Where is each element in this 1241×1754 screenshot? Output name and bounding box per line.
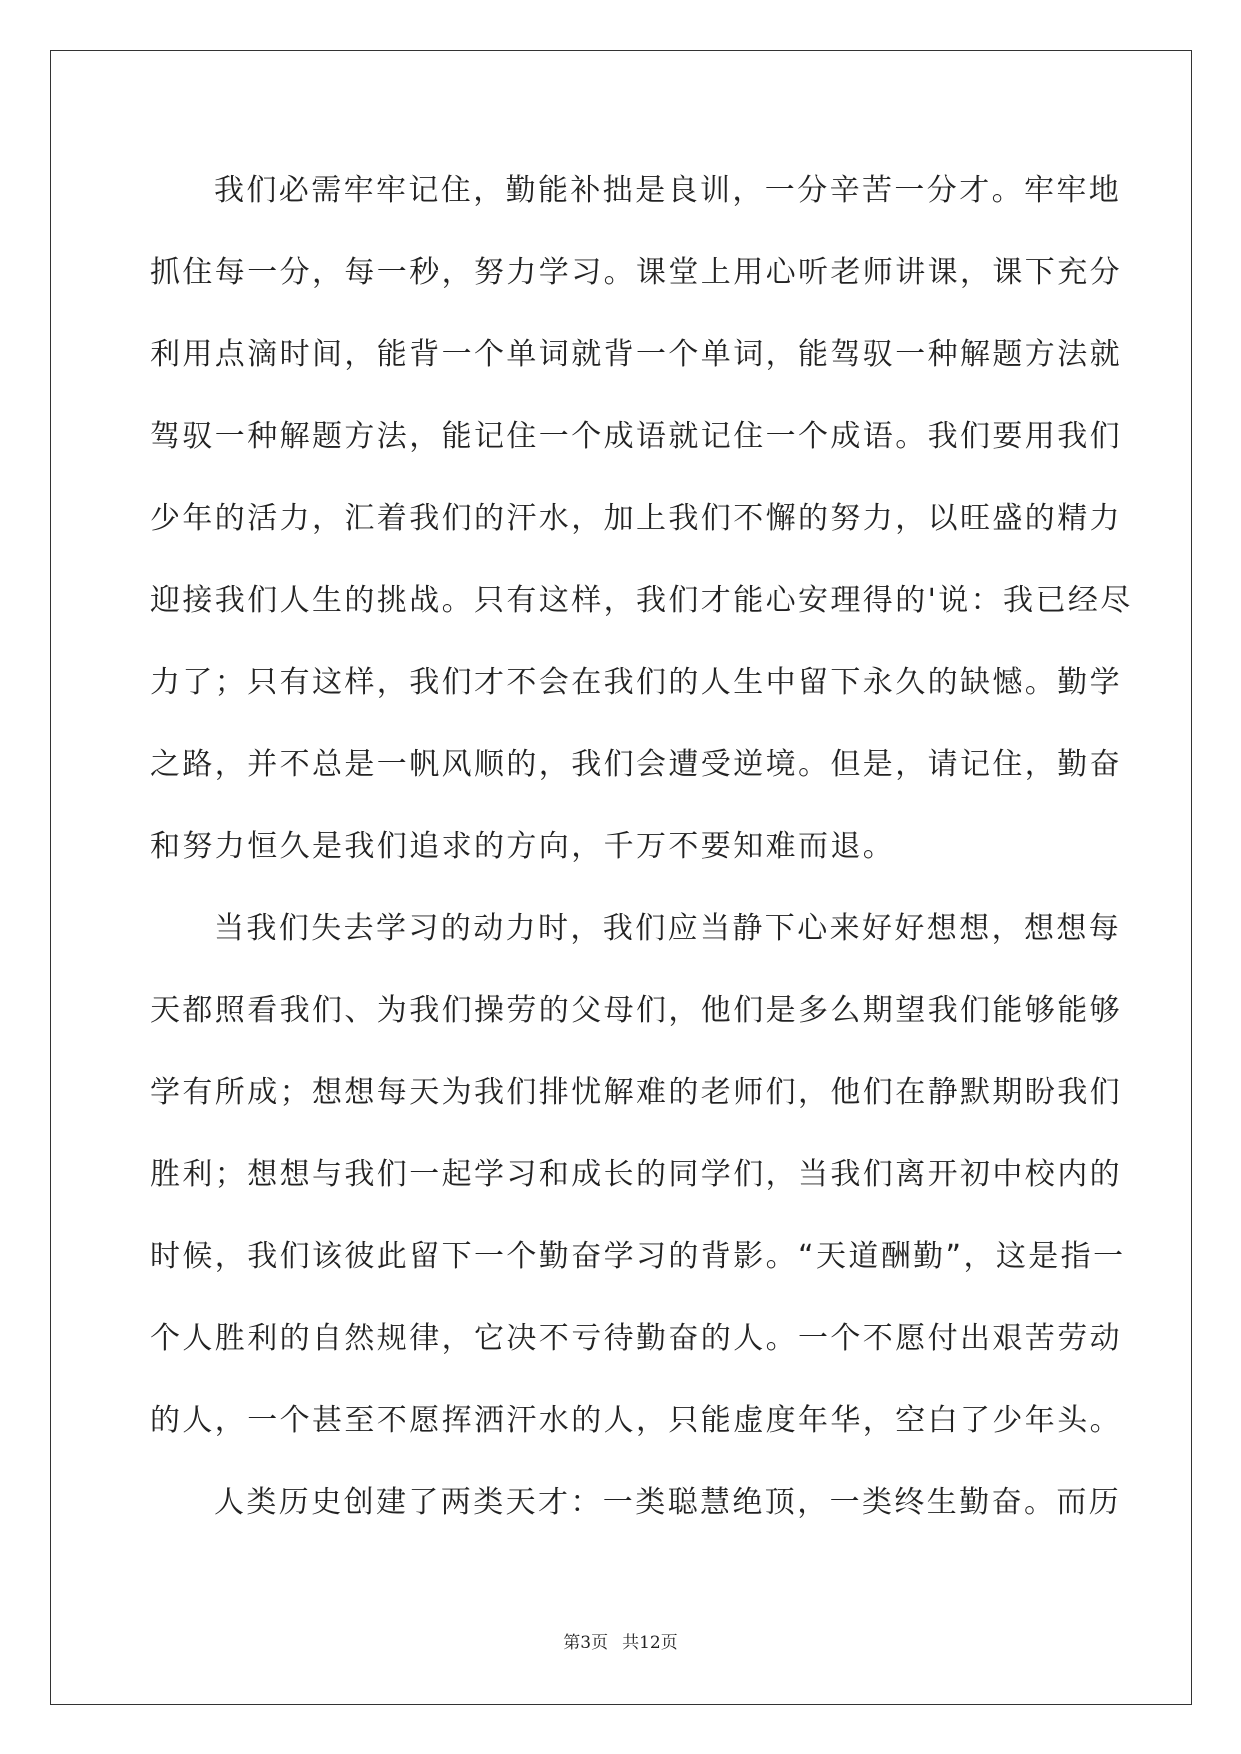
paragraph-2-line-7: 的人，一个甚至不愿挥洒汗水的人，只能虚度年华，空白了少年头。 <box>150 1403 1122 1438</box>
paragraph-2-line-3: 学有所成；想想每天为我们排忧解难的老师们，他们在静默期盼我们 <box>150 1075 1122 1110</box>
paragraph-1-line-4: 驾驭一种解题方法，能记住一个成语就记住一个成语。我们要用我们 <box>150 419 1122 454</box>
paragraph-2-line-1: 当我们失去学习的动力时，我们应当静下心来好好想想，想想每 <box>214 911 1122 946</box>
paragraph-1-line-5: 少年的活力，汇着我们的汗水，加上我们不懈的努力，以旺盛的精力 <box>150 501 1122 536</box>
paragraph-1-line-1: 我们必需牢牢记住，勤能补拙是良训，一分辛苦一分才。牢牢地 <box>214 173 1122 208</box>
paragraph-2-line-6: 个人胜利的自然规律，它决不亏待勤奋的人。一个不愿付出艰苦劳动 <box>150 1321 1122 1356</box>
page-footer <box>0 1628 1241 1653</box>
paragraph-2-line-5: 时候，我们该彼此留下一个勤奋学习的背影。“天道酬勤”，这是指一 <box>150 1239 1126 1274</box>
page-total: 共12页 <box>622 1633 678 1653</box>
paragraph-1-line-9: 和努力恒久是我们追求的方向，千万不要知难而退。 <box>150 829 896 864</box>
paragraph-1-line-7: 力了；只有这样，我们才不会在我们的人生中留下永久的缺憾。勤学 <box>150 665 1122 700</box>
paragraph-2-line-2: 天都照看我们、为我们操劳的父母们，他们是多么期望我们能够能够 <box>150 993 1122 1028</box>
document-body <box>150 162 1133 1556</box>
paragraph-1-line-8: 之路，并不总是一帆风顺的，我们会遭受逆境。但是，请记住，勤奋 <box>150 747 1122 782</box>
page-number: 第3页 <box>563 1633 609 1653</box>
paragraph-1-line-6: 迎接我们人生的挑战。只有这样，我们才能心安理得的'说：我已经尽 <box>150 583 1133 618</box>
paragraph-1-line-3: 利用点滴时间，能背一个单词就背一个单词，能驾驭一种解题方法就 <box>150 337 1122 372</box>
paragraph-3-line-1: 人类历史创建了两类天才：一类聪慧绝顶，一类终生勤奋。而历 <box>214 1485 1122 1520</box>
paragraph-1-line-2: 抓住每一分，每一秒，努力学习。课堂上用心听老师讲课，课下充分 <box>150 255 1122 290</box>
paragraph-2-line-4: 胜利；想想与我们一起学习和成长的同学们，当我们离开初中校内的 <box>150 1157 1122 1192</box>
